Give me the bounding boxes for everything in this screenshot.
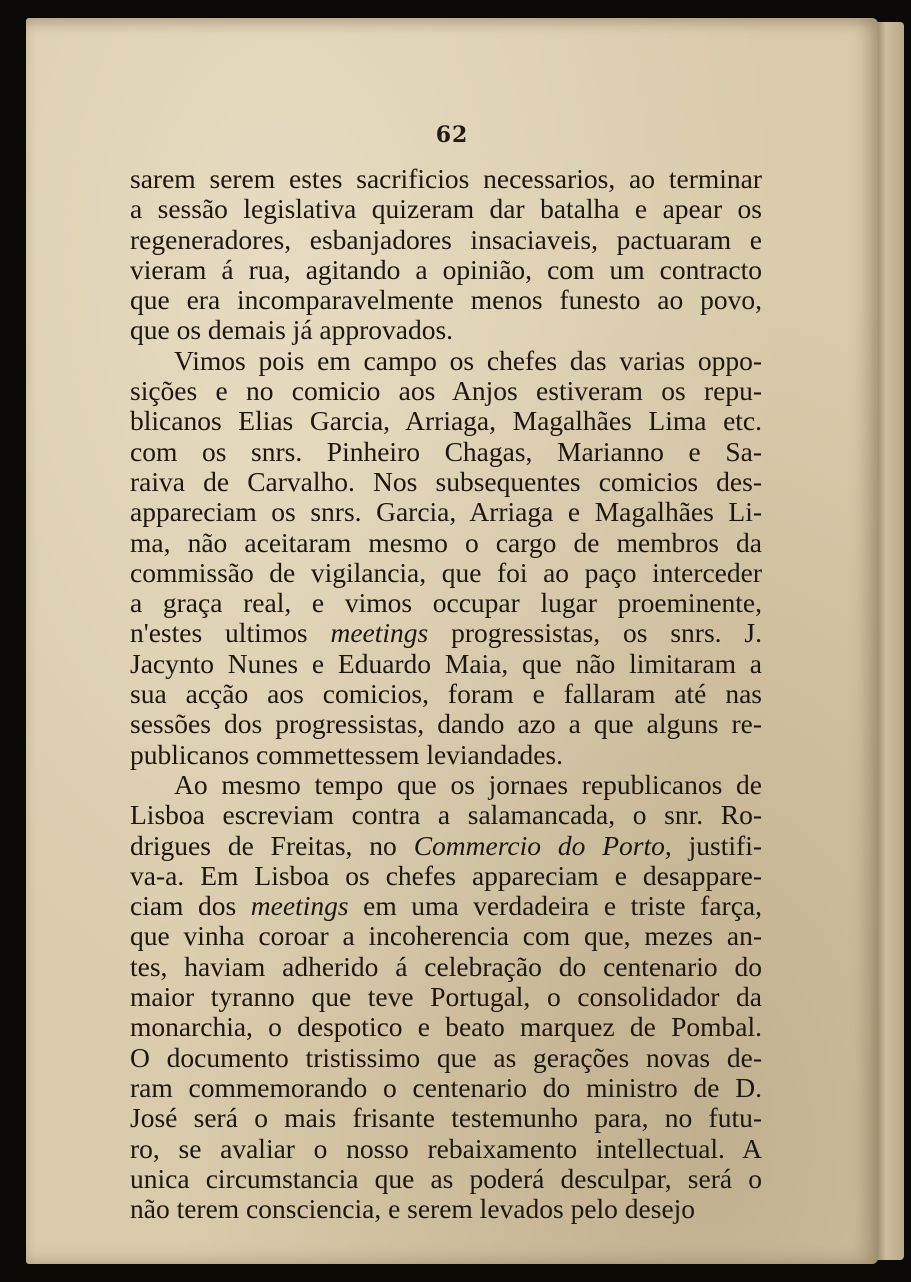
text-line: ma, não aceitaram mesmo o cargo de membros da: [130, 526, 762, 558]
italic-text-segment: Commercio do Porto,: [413, 829, 672, 861]
text-line: a graça real, e vimos occupar lugar proeminente,: [130, 587, 762, 619]
book-page: [26, 18, 878, 1264]
text-line: va-a. Em Lisboa os chefes appareciam e desappare-: [130, 859, 762, 891]
italic-text-segment: meetings: [250, 890, 349, 922]
text-line: raiva de Carvalho. Nos subsequentes comicios des-: [130, 465, 762, 497]
text-line: vieram á rua, agitando a opinião, com um contracto: [130, 253, 762, 285]
text-line: não terem consciencia, e serem levados pelo desejo: [130, 1193, 696, 1225]
text-line: Lisboa escreviam contra a salamancada, o snr. Ro-: [130, 799, 762, 831]
text-line: monarchia, o despotico e beato marquez de Pombal.: [130, 1011, 762, 1043]
text-line: O documento tristissimo que as gerações novas de-: [130, 1041, 762, 1073]
text-line: sua acção aos comicios, foram e fallaram até nas: [130, 678, 762, 710]
text-line: blicanos Elias Garcia, Arriaga, Magalhães Lima etc.: [130, 405, 762, 437]
text-line: tes, haviam adherido á celebração do centenario do: [130, 950, 762, 982]
text-line: appareciam os snrs. Garcia, Arriaga e Magalhães Li-: [130, 496, 762, 528]
text-line: José será o mais frisante testemunho para, no futu-: [130, 1102, 762, 1134]
text-line: que vinha coroar a incoherencia com que, mezes an-: [130, 920, 762, 952]
text-line: Vimos pois em campo os chefes das varias oppo-: [174, 344, 762, 376]
text-line: [130, 891, 762, 921]
text-line: sarem serem estes sacrificios necessarios, ao terminar: [130, 163, 762, 194]
text-line: publicanos commettessem leviandades.: [130, 738, 564, 770]
body-text: [130, 164, 762, 1224]
text-line: a sessão legislativa quizeram dar batalha e apear os: [130, 193, 762, 225]
text-line: [130, 831, 762, 861]
text-line: com os snrs. Pinheiro Chagas, Marianno e Sa-: [130, 435, 762, 467]
page-number: 62: [435, 122, 469, 148]
text-segment: n'estes ultimos: [130, 617, 331, 649]
text-line: commissão de vigilancia, que foi ao paço interceder: [130, 556, 762, 588]
italic-text-segment: meetings: [330, 617, 429, 649]
adjacent-page-edge: [874, 22, 904, 1260]
text-line: regeneradores, esbanjadores insaciaveis, pactuaram e: [130, 223, 762, 255]
text-line: que os demais já approvados.: [130, 314, 454, 346]
text-segment: drigues de Freitas, no: [130, 829, 414, 861]
text-line: ram commemorando o centenario do ministro de D.: [130, 1071, 762, 1103]
text-line: maior tyranno que teve Portugal, o consolidador da: [130, 981, 762, 1013]
text-line: [130, 618, 762, 648]
text-line: unica circumstancia que as poderá desculpar, será o: [130, 1162, 762, 1194]
text-segment: justifi-: [671, 829, 762, 861]
text-segment: ciam dos: [130, 890, 251, 922]
text-line: Jacynto Nunes e Eduardo Maia, que não limitaram a: [130, 647, 762, 679]
text-segment: em uma verdadeira e triste farça,: [348, 890, 762, 922]
text-segment: progressistas, os snrs. J.: [428, 617, 762, 649]
text-line: ro, se avaliar o nosso rebaixamento intellectual. A: [130, 1132, 762, 1164]
text-line: Ao mesmo tempo que os jornaes republicanos de: [174, 768, 762, 800]
text-line: sições e no comicio aos Anjos estiveram os repu-: [130, 375, 762, 407]
text-line: sessões dos progressistas, dando azo a que alguns re-: [130, 708, 762, 740]
text-line: que era incomparavelmente menos funesto ao povo,: [130, 284, 762, 316]
